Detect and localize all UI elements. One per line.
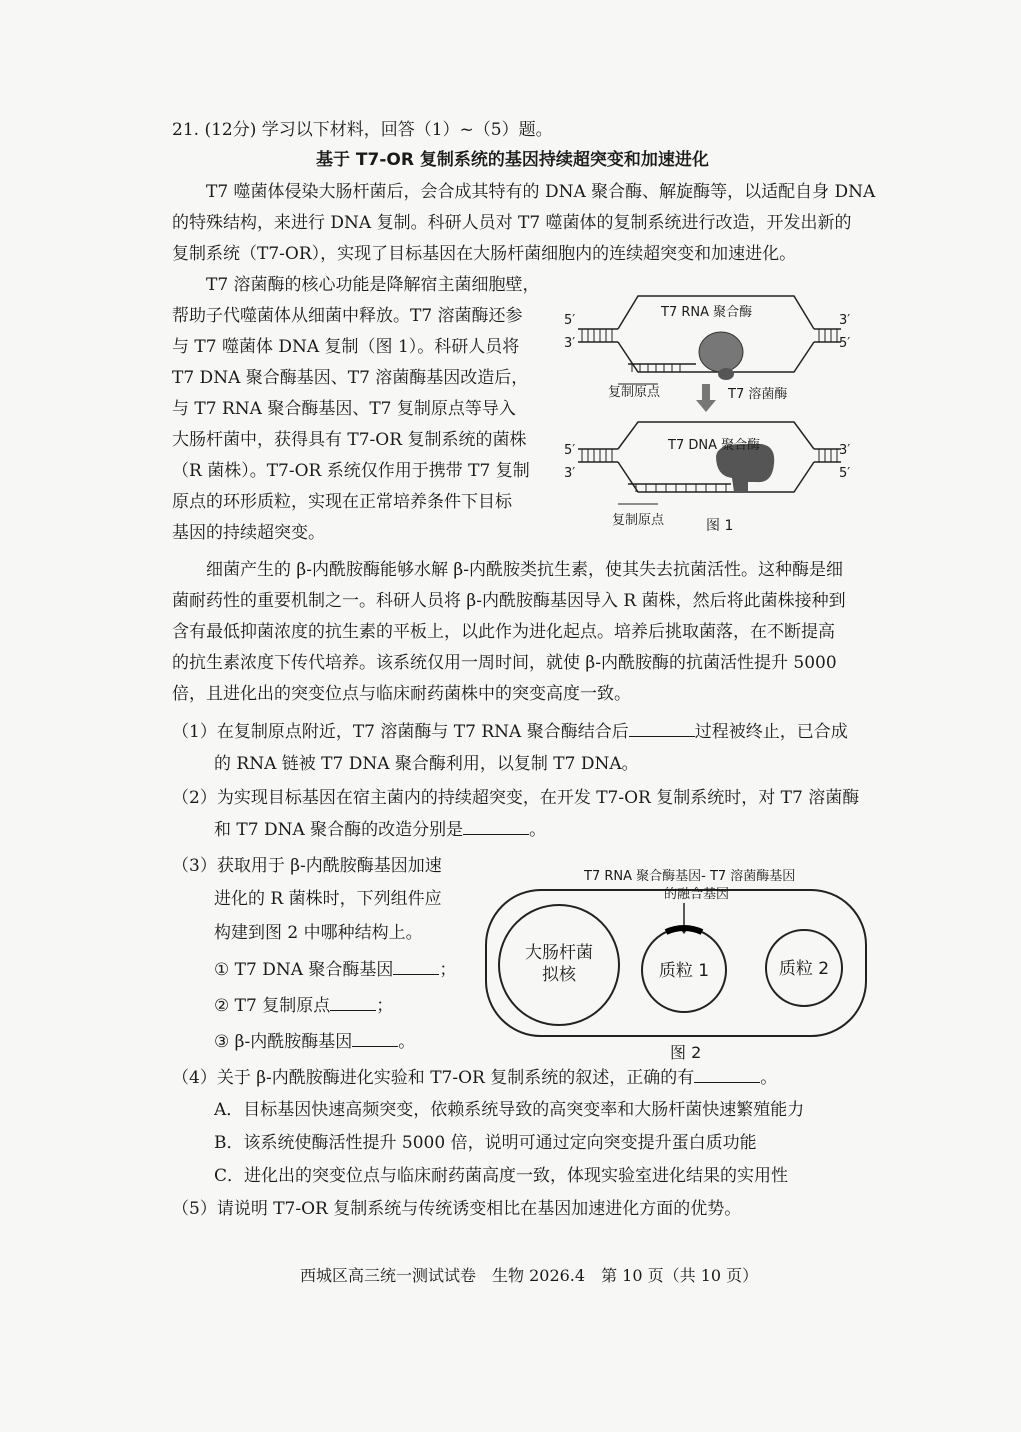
paragraph-line: 的特殊结构，来进行 DNA 复制。科研人员对 T7 噬菌体的复制系统进行改造，开发出新的 bbox=[172, 213, 852, 233]
question-3-item-2: ② T7 复制原点 ； bbox=[214, 996, 394, 1016]
paragraph-line: 与 T7 RNA 聚合酶基因、T7 复制原点等导入 bbox=[172, 399, 516, 419]
paragraph-line: 原点的环形质粒，实现在正常培养条件下目标 bbox=[172, 492, 512, 512]
paragraph-line: 帮助子代噬菌体从细菌中释放。T7 溶菌酶还参 bbox=[172, 306, 523, 326]
replication-bubble-after bbox=[578, 422, 841, 504]
origin-label-bottom: 复制原点 bbox=[612, 513, 665, 528]
svg-text:5′: 5′ bbox=[839, 336, 851, 351]
question-2: （2）为实现目标基因在宿主菌内的持续超突变，在开发 T7-OR 复制系统时，对 T7 溶菌酶 bbox=[172, 788, 860, 808]
paragraph-line: T7 噬菌体侵染大肠杆菌后，会合成其特有的 DNA 聚合酶、解旋酶等，以适配自身 DNA bbox=[206, 182, 876, 202]
question-4: （4）关于 β-内酰胺酶进化实验和 T7-OR 复制系统的叙述，正确的有 。 bbox=[172, 1068, 778, 1088]
paragraph-line: 复制系统（T7-OR），实现了目标基因在大肠杆菌细胞内的连续超突变和加速进化。 bbox=[172, 244, 797, 264]
svg-text:3′: 3′ bbox=[839, 313, 851, 328]
question-5: （5）请说明 T7-OR 复制系统与传统诱变相比在基因加速进化方面的优势。 bbox=[172, 1199, 742, 1219]
svg-text:3′: 3′ bbox=[839, 443, 851, 458]
paragraph-line: 基因的持续超突变。 bbox=[172, 523, 325, 543]
svg-text:5′: 5′ bbox=[564, 313, 576, 328]
rna-polymerase-shape bbox=[699, 332, 743, 372]
origin-label-top: 复制原点 bbox=[608, 385, 661, 400]
lysozyme-label: T7 溶菌酶 bbox=[728, 387, 788, 402]
dna-polymerase-label: T7 DNA 聚合酶 bbox=[668, 438, 761, 453]
lysozyme-shape bbox=[718, 368, 734, 380]
answer-blank[interactable] bbox=[352, 1032, 398, 1047]
paragraph-line: （R 菌株）。T7-OR 系统仅作用于携带 T7 复制 bbox=[172, 461, 530, 481]
figure-1 bbox=[556, 284, 856, 534]
figure-1-caption: 图 1 bbox=[706, 518, 734, 534]
paragraph-line: 大肠杆菌中，获得具有 T7-OR 复制系统的菌株 bbox=[172, 430, 527, 450]
paragraph-line: T7 DNA 聚合酶基因、T7 溶菌酶基因改造后， bbox=[172, 368, 529, 388]
question-3: （3）获取用于 β-内酰胺酶基因加速 bbox=[172, 856, 442, 876]
answer-blank[interactable] bbox=[330, 996, 376, 1011]
figure-2-caption: 图 2 bbox=[670, 1043, 702, 1062]
plasmid-1-label: 质粒 1 bbox=[658, 961, 710, 981]
paragraph-line: 倍，且进化出的突变位点与临床耐药菌株中的突变高度一致。 bbox=[172, 684, 631, 704]
option-a[interactable]: A．目标基因快速高频突变，依赖系统导致的高突变率和大肠杆菌快速繁殖能力 bbox=[214, 1100, 805, 1120]
question-3-cont: 进化的 R 菌株时，下列组件应 bbox=[214, 889, 442, 909]
page-footer: 西城区高三统一测试试卷 生物 2026.4 第 10 页（共 10 页） bbox=[300, 1266, 759, 1285]
option-c[interactable]: C．进化出的突变位点与临床耐药菌高度一致，体现实验室进化结果的实用性 bbox=[214, 1166, 789, 1186]
nucleoid-label-2: 拟核 bbox=[542, 965, 576, 985]
fusion-gene-label-2: 的融合基因 bbox=[664, 887, 730, 902]
answer-blank[interactable] bbox=[694, 1068, 760, 1083]
question-1-cont: 的 RNA 链被 T7 DNA 聚合酶利用，以复制 T7 DNA。 bbox=[214, 754, 639, 774]
question-3-item-3: ③ β-内酰胺酶基因 。 bbox=[214, 1032, 416, 1052]
question-3-cont: 构建到图 2 中哪种结构上。 bbox=[214, 923, 423, 943]
answer-blank[interactable] bbox=[629, 722, 695, 737]
material-title: 基于 T7-OR 复制系统的基因持续超突变和加速进化 bbox=[316, 150, 709, 170]
answer-blank[interactable] bbox=[463, 820, 529, 835]
paragraph-line: 细菌产生的 β-内酰胺酶能够水解 β-内酰胺类抗生素，使其失去抗菌活性。这种酶是细 bbox=[206, 560, 843, 580]
paragraph-line: 菌耐药性的重要机制之一。科研人员将 β-内酰胺酶基因导入 R 菌株，然后将此菌株接种到 bbox=[172, 591, 846, 611]
plasmid-2-label: 质粒 2 bbox=[778, 959, 830, 979]
question-1: （1）在复制原点附近，T7 溶菌酶与 T7 RNA 聚合酶结合后 过程被终止，已合成 bbox=[172, 722, 848, 742]
nucleoid-label-1: 大肠杆菌 bbox=[525, 943, 593, 963]
svg-text:3′: 3′ bbox=[564, 336, 576, 351]
svg-text:5′: 5′ bbox=[839, 466, 851, 481]
svg-text:5′: 5′ bbox=[564, 443, 576, 458]
question-2-cont: 和 T7 DNA 聚合酶的改造分别是 。 bbox=[214, 820, 547, 840]
rna-polymerase-label: T7 RNA 聚合酶 bbox=[661, 305, 753, 320]
figure-2 bbox=[484, 862, 870, 1062]
paragraph-line: 与 T7 噬菌体 DNA 复制（图 1）。科研人员将 bbox=[172, 337, 520, 357]
paragraph-line: T7 溶菌酶的核心功能是降解宿主菌细胞壁， bbox=[206, 275, 540, 295]
paragraph-line: 含有最低抑菌浓度的抗生素的平板上，以此作为进化起点。培养后挑取菌落，在不断提高 bbox=[172, 622, 835, 642]
down-arrow-icon bbox=[696, 384, 716, 412]
answer-blank[interactable] bbox=[393, 960, 439, 975]
question-intro: 21. (12分) 学习以下材料，回答（1）~（5）题。 bbox=[172, 120, 553, 140]
option-b[interactable]: B．该系统使酶活性提升 5000 倍，说明可通过定向突变提升蛋白质功能 bbox=[214, 1133, 757, 1153]
question-3-item-1: ① T7 DNA 聚合酶基因 ； bbox=[214, 960, 457, 980]
paragraph-line: 的抗生素浓度下传代培养。该系统仅用一周时间，就使 β-内酰胺酶的抗菌活性提升 5000 bbox=[172, 653, 837, 673]
svg-text:3′: 3′ bbox=[564, 466, 576, 481]
fusion-gene-label-1: T7 RNA 聚合酶基因- T7 溶菌酶基因 bbox=[584, 869, 796, 884]
